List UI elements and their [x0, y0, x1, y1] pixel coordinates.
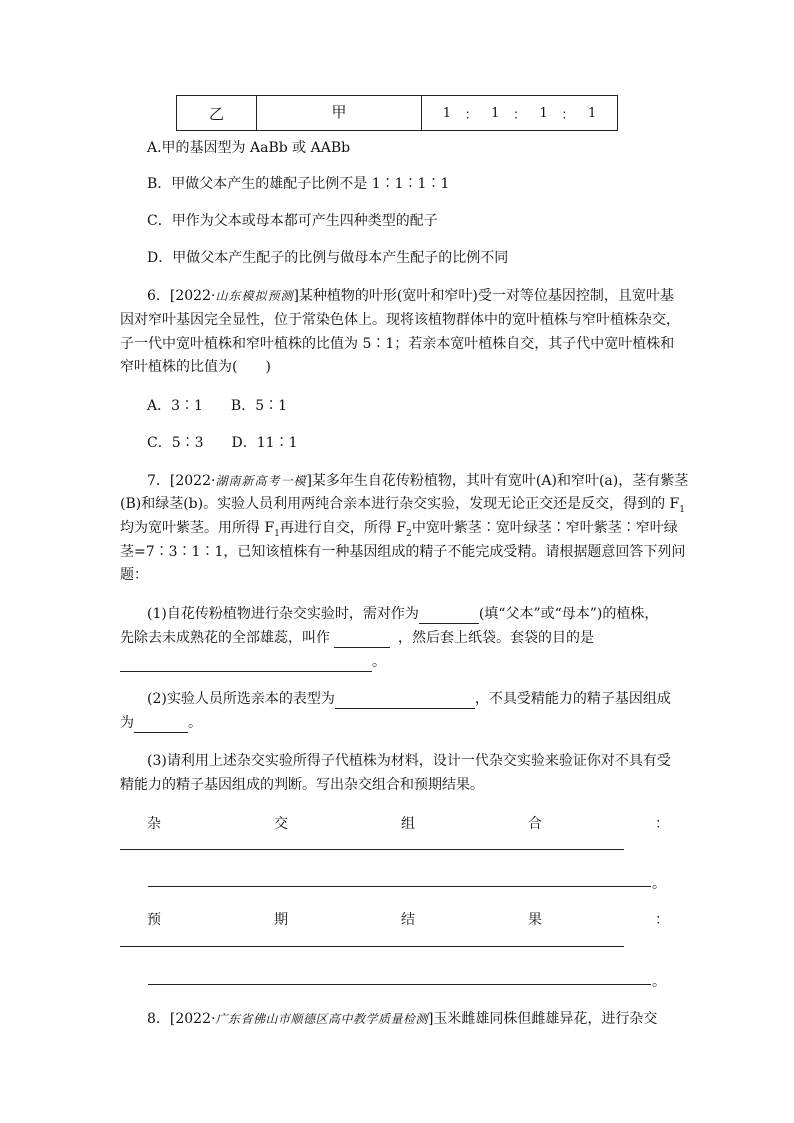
q7-sub2-line-1 — [147, 689, 671, 709]
q7-text: 。 — [188, 715, 202, 731]
q7-text: 均为宽叶紫茎。用所得 F — [120, 520, 275, 536]
q7-sub1-line-3 — [120, 652, 386, 672]
table-cell-jia: 甲 — [257, 96, 422, 130]
q7-number: 7．[2022· — [147, 473, 216, 489]
q6-line-4: 窄叶植株的比值为( ) — [120, 359, 271, 375]
q7-sub1-line-1 — [147, 604, 658, 624]
label-char: 组 — [401, 816, 415, 832]
q7-sub2-line-2 — [120, 713, 202, 733]
q5-option-b: B．甲做父本产生的雄配子比例不是 1∶1∶1∶1 — [147, 176, 450, 192]
period: 。 — [652, 876, 666, 892]
q8-text: ]玉米雌雄同株但雌雄异花，进行杂交 — [427, 1011, 658, 1027]
q7-text: ，不具受精能力的精子基因组成 — [474, 691, 671, 707]
ratio-part: 1 — [442, 105, 452, 121]
answer-line[interactable] — [148, 984, 651, 985]
q7-line-2 — [120, 494, 685, 520]
period: 。 — [652, 974, 666, 990]
cross-combination-label — [147, 813, 669, 833]
ratio-colon: ： — [561, 107, 575, 123]
answer-line[interactable] — [120, 849, 624, 850]
label-char: 交 — [274, 816, 288, 832]
subscript: 1 — [679, 504, 685, 515]
ratio-part: 1 — [491, 105, 500, 121]
q7-text: (1)自花传粉植物进行杂交实验时，需对作为 — [147, 606, 419, 622]
q6-text: ]某种植物的叶形(宽叶和窄叶)受一对等位基因控制，且宽叶基 — [293, 288, 674, 304]
q7-line-4: 茎=7∶3∶1∶1，已知该植株有一种基因组成的精子不能完成受精。请根据题意回答下列问 — [120, 544, 686, 560]
q7-line-3 — [120, 518, 678, 544]
ratio-part: 1 — [539, 105, 548, 121]
label-char: ： — [655, 816, 669, 832]
subscript: 1 — [274, 528, 280, 539]
label-char: 期 — [274, 912, 288, 928]
q5-option-c: C．甲作为父本或母本都可产生四种类型的配子 — [147, 213, 438, 229]
answer-line[interactable] — [120, 946, 624, 947]
genotype-table — [176, 95, 618, 131]
q7-sub3-line-2: 精能力的精子基因组成的判断。写出杂交组合和预期结果。 — [120, 777, 484, 793]
q7-text: (填“父本”或“母本”)的植株， — [478, 606, 659, 622]
q7-source: 湖南新高考一模 — [215, 474, 307, 488]
expected-result-label — [147, 909, 669, 929]
q6-line-1 — [147, 286, 674, 306]
q8-source: 广东省佛山市顺德区高中教学质量检测 — [215, 1012, 428, 1026]
q7-text: (2)实验人员所选亲本的表型为 — [147, 691, 335, 707]
answer-blank[interactable] — [120, 656, 372, 672]
q6-source: 山东模拟预测 — [215, 289, 294, 303]
q5-option-d: D．甲做父本产生配子的比例与做母本产生配子的比例不同 — [147, 250, 509, 266]
label-char: 果 — [528, 912, 542, 928]
q7-text: 先除去未成熟花的全部雄蕊，叫作 — [120, 630, 330, 646]
q6-line-2: 因对窄叶基因完全显性，位于常染色体上。现将该植物群体中的宽叶植株与窄叶植株杂交， — [120, 312, 680, 328]
ratio-colon: ： — [512, 107, 526, 123]
q6-options-ab: A．3∶1 B．5∶1 — [147, 398, 288, 414]
q7-text: ]某多年生自花传粉植物，其叶有宽叶(A)和窄叶(a)，茎有紫茎 — [306, 473, 689, 489]
answer-blank[interactable] — [134, 717, 188, 733]
q6-number: 6．[2022· — [147, 288, 216, 304]
q5-option-a: A.甲的基因型为 AaBb 或 AABb — [147, 140, 351, 156]
label-char: 合 — [528, 816, 542, 832]
q7-text: 。 — [372, 654, 386, 670]
subscript: 2 — [406, 528, 412, 539]
q7-text: (B)和绿茎(b)。实验人员利用两纯合亲本进行杂交实验，发现无论正交还是反交，得到的 F — [120, 496, 680, 512]
answer-blank[interactable] — [419, 608, 479, 624]
answer-blank[interactable] — [334, 632, 390, 648]
table-cell-ratio — [422, 96, 617, 130]
q7-sub1-line-2 — [120, 628, 594, 648]
table-cell-yi: 乙 — [177, 96, 257, 130]
answer-blank[interactable] — [335, 693, 475, 709]
label-char: ： — [655, 912, 669, 928]
ratio-part: 1 — [587, 105, 597, 121]
label-char: 预 — [147, 912, 161, 928]
q7-text: 为 — [120, 715, 134, 731]
q7-text: ，然后套上纸袋。套袋的目的是 — [398, 630, 594, 646]
q8-line-1 — [147, 1009, 657, 1029]
q7-line-5: 题： — [120, 567, 148, 583]
q6-options-cd: C．5∶3 D．11∶1 — [147, 435, 298, 451]
q8-number: 8．[2022· — [147, 1011, 216, 1027]
label-char: 杂 — [147, 816, 161, 832]
q7-text: 中宽叶紫茎∶宽叶绿茎∶窄叶紫茎∶窄叶绿 — [411, 520, 678, 536]
q6-line-3: 子一代中宽叶植株和窄叶植株的比值为 5∶1；若亲本宽叶植株自交，其子代中宽叶植株和 — [120, 336, 675, 352]
q7-line-1 — [147, 471, 688, 491]
answer-line[interactable] — [148, 886, 651, 887]
q7-sub3-line-1: (3)请利用上述杂交实验所得子代植株为材料，设计一代杂交实验来验证你对不具有受 — [147, 753, 671, 769]
q7-text: 再进行自交，所得 F — [279, 520, 407, 536]
ratio-colon: ： — [464, 107, 478, 123]
label-char: 结 — [401, 912, 415, 928]
